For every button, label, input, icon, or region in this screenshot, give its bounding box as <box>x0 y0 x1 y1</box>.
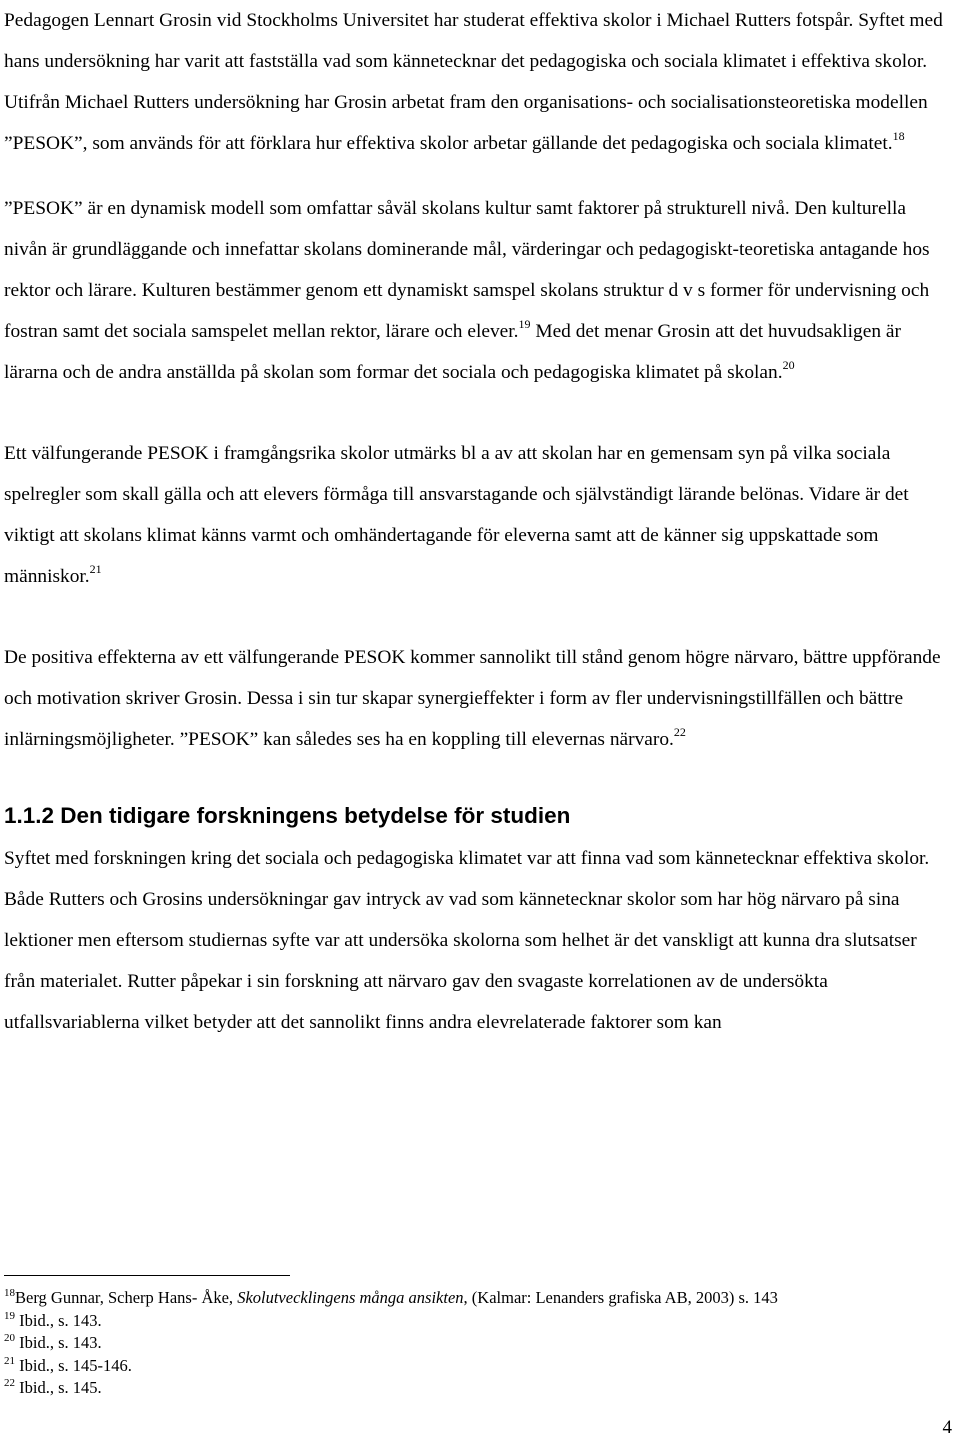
paragraph-positive-effects: De positiva effekterna av ett välfungerande PESOK kommer sannolikt till stånd genom högre närvaro, bättre uppförande och motivation skriver Grosin. Dessa i sin tur skapar synergieffekter i form av fler undervisningstillfällen och bättre inlärningsmöjligheter. ”PESOK” kan således ses ha en koppling till elevernas närvaro.$^{22}$ <box>4 647 941 750</box>
footnote-ref-20[interactable]: 20 <box>782 358 795 372</box>
footnote-ref-21[interactable]: 21 <box>89 562 102 576</box>
footnote-22: $^{22}$ Ibid., s. 145. <box>4 1377 102 1397</box>
paragraph-research-significance: Syftet med forskningen kring det sociala och pedagogiska klimatet var att finna vad som kännetecknar effektiva skolor. Både Rutters och Grosins undersökningar gav intryck av vad som kännetecknar skolor som har hög närvaro på sina lektioner men eftersom studiernas syfte var att undersöka skolorna som helhet är det vanskligt att kunna dra slutsatser från materialet. Rutter påpekar i sin forskning att närvaro gav den svagaste korrelationen av de undersökta utfallsvariablerna vilket betyder att det sannolikt finns andra elevrelaterade faktorer som kan <box>4 848 930 1033</box>
footnote-20: $^{20}$ Ibid., s. 143. <box>4 1332 102 1352</box>
footnote-ref-22[interactable]: 22 <box>673 725 686 739</box>
footnote-ref-18[interactable]: 18 <box>892 129 905 143</box>
footnote-divider <box>4 1275 290 1276</box>
section-heading: 1.1.2 Den tidigare forskningens betydelse för studien <box>4 803 571 828</box>
document-body <box>4 0 948 1043</box>
footnote-ref-19[interactable]: 19 <box>518 317 531 331</box>
page-number: 4 <box>942 1417 952 1438</box>
footnotes <box>4 1287 948 1400</box>
footnote-19: $^{19}$ Ibid., s. 143. <box>4 1309 102 1330</box>
paragraph-pesok-model: ”PESOK” är en dynamisk modell som omfattar såväl skolans kultur samt faktorer på strukturell nivå. Den kulturella nivån är grundläggande och innefattar skolans dominerande mål, värderingar och pedagogiskt-teoretiska antagande hos rektor och lärare. Kulturen bestämmer genom ett dynamiskt samspel skolans struktur d v s former för undervisning och fostran samt det sociala samspelet mellan rektor, lärare och elever.$^{19}$ Med det menar Grosin att det huvudsakligen är lärarna och de andra anställda på skolan som formar det sociala och pedagogiska klimatet på skolan.$^{20}$ <box>4 198 930 383</box>
footnote-21: $^{21}$ Ibid., s. 145-146. <box>4 1354 132 1375</box>
paragraph-grosin-intro: Pedagogen Lennart Grosin vid Stockholms Universitet har studerat effektiva skolor i Michael Rutters fotspår. Syftet med hans undersökning har varit att fastställa vad som kännetecknar det pedagogiska och sociala klimatet i effektiva skolor. Utifrån Michael Rutters undersökning har Grosin arbetat fram den organisations- och socialisationsteoretiska modellen ”PESOK”, som används för att förklara hur effektiva skolor arbetar gällande det pedagogiska och sociala klimatet.$^{18}$ <box>4 10 943 154</box>
footnote-18: $^{18}$Berg Gunnar, Scherp Hans- Åke, Skolutvecklingens många ansikten, (Kalmar: Lenanders grafiska AB, 2003) s. 143 <box>4 1287 778 1307</box>
paragraph-successful-schools: Ett välfungerande PESOK i framgångsrika skolor utmärks bl a av att skolan har en gemensam syn på vilka sociala spelregler som skall gälla och att elevers förmåga till ansvarstagande och självständigt lärande belönas. Vidare är det viktigt att skolans klimat känns varmt och omhändertagande för eleverna samt att de känner sig uppskattade som människor.$^{21}$ <box>4 443 909 587</box>
